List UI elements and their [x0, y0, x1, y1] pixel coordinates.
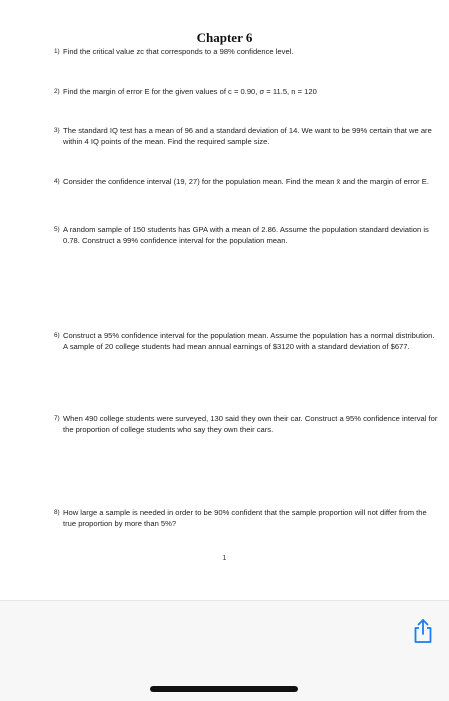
question-text: The standard IQ test has a mean of 96 and a standard deviation of 14. We want to be 99% certain that we are within 4 IQ points of the mean. Find the required sample size. [63, 126, 432, 146]
question-number: 4) [54, 178, 60, 185]
question-number: 3) [54, 127, 60, 134]
question-7 [54, 413, 439, 435]
question-5 [54, 224, 439, 246]
question-text: How large a sample is needed in order to be 90% confident that the sample proportion will not differ from the true proportion by more than 5%? [63, 508, 427, 528]
chapter-title: Chapter 6 [196, 30, 253, 45]
question-number: 7) [54, 415, 60, 422]
question-text: Find the margin of error E for the given values of c = 0.90, σ = 11.5, n = 120 [63, 87, 317, 96]
question-number: 6) [54, 332, 60, 339]
question-3 [54, 125, 439, 147]
question-text: A random sample of 150 students has GPA with a mean of 2.86. Assume the population standard deviation is 0.78. Construct a 99% confidence interval for the population mean. [63, 225, 429, 245]
question-number: 8) [54, 509, 60, 516]
share-icon [411, 618, 435, 644]
page-number: 1 [222, 555, 227, 562]
question-text: Consider the confidence interval (19, 27) for the population mean. Find the mean x̄ and the margin of error E. [63, 177, 429, 186]
question-text: Construct a 95% confidence interval for the population mean. Assume the population has a normal distribution. A sample of 20 college students had mean annual earnings of $3120 with a standard deviation of $677. [63, 331, 435, 351]
question-1 [54, 46, 439, 57]
question-number: 2) [54, 88, 60, 95]
question-6 [54, 330, 439, 352]
question-2 [54, 86, 439, 97]
share-button[interactable] [411, 618, 435, 644]
question-text: When 490 college students were surveyed, 130 said they own their car. Construct a 95% confidence interval for the proportion of college students who say they own their cars. [63, 414, 438, 434]
home-indicator[interactable] [150, 686, 298, 692]
question-4 [54, 176, 439, 187]
question-8 [54, 507, 439, 529]
bottom-toolbar [0, 600, 449, 701]
question-number: 1) [54, 48, 60, 55]
question-text: Find the critical value zᴄ that corresponds to a 98% confidence level. [63, 47, 294, 56]
question-number: 5) [54, 226, 60, 233]
